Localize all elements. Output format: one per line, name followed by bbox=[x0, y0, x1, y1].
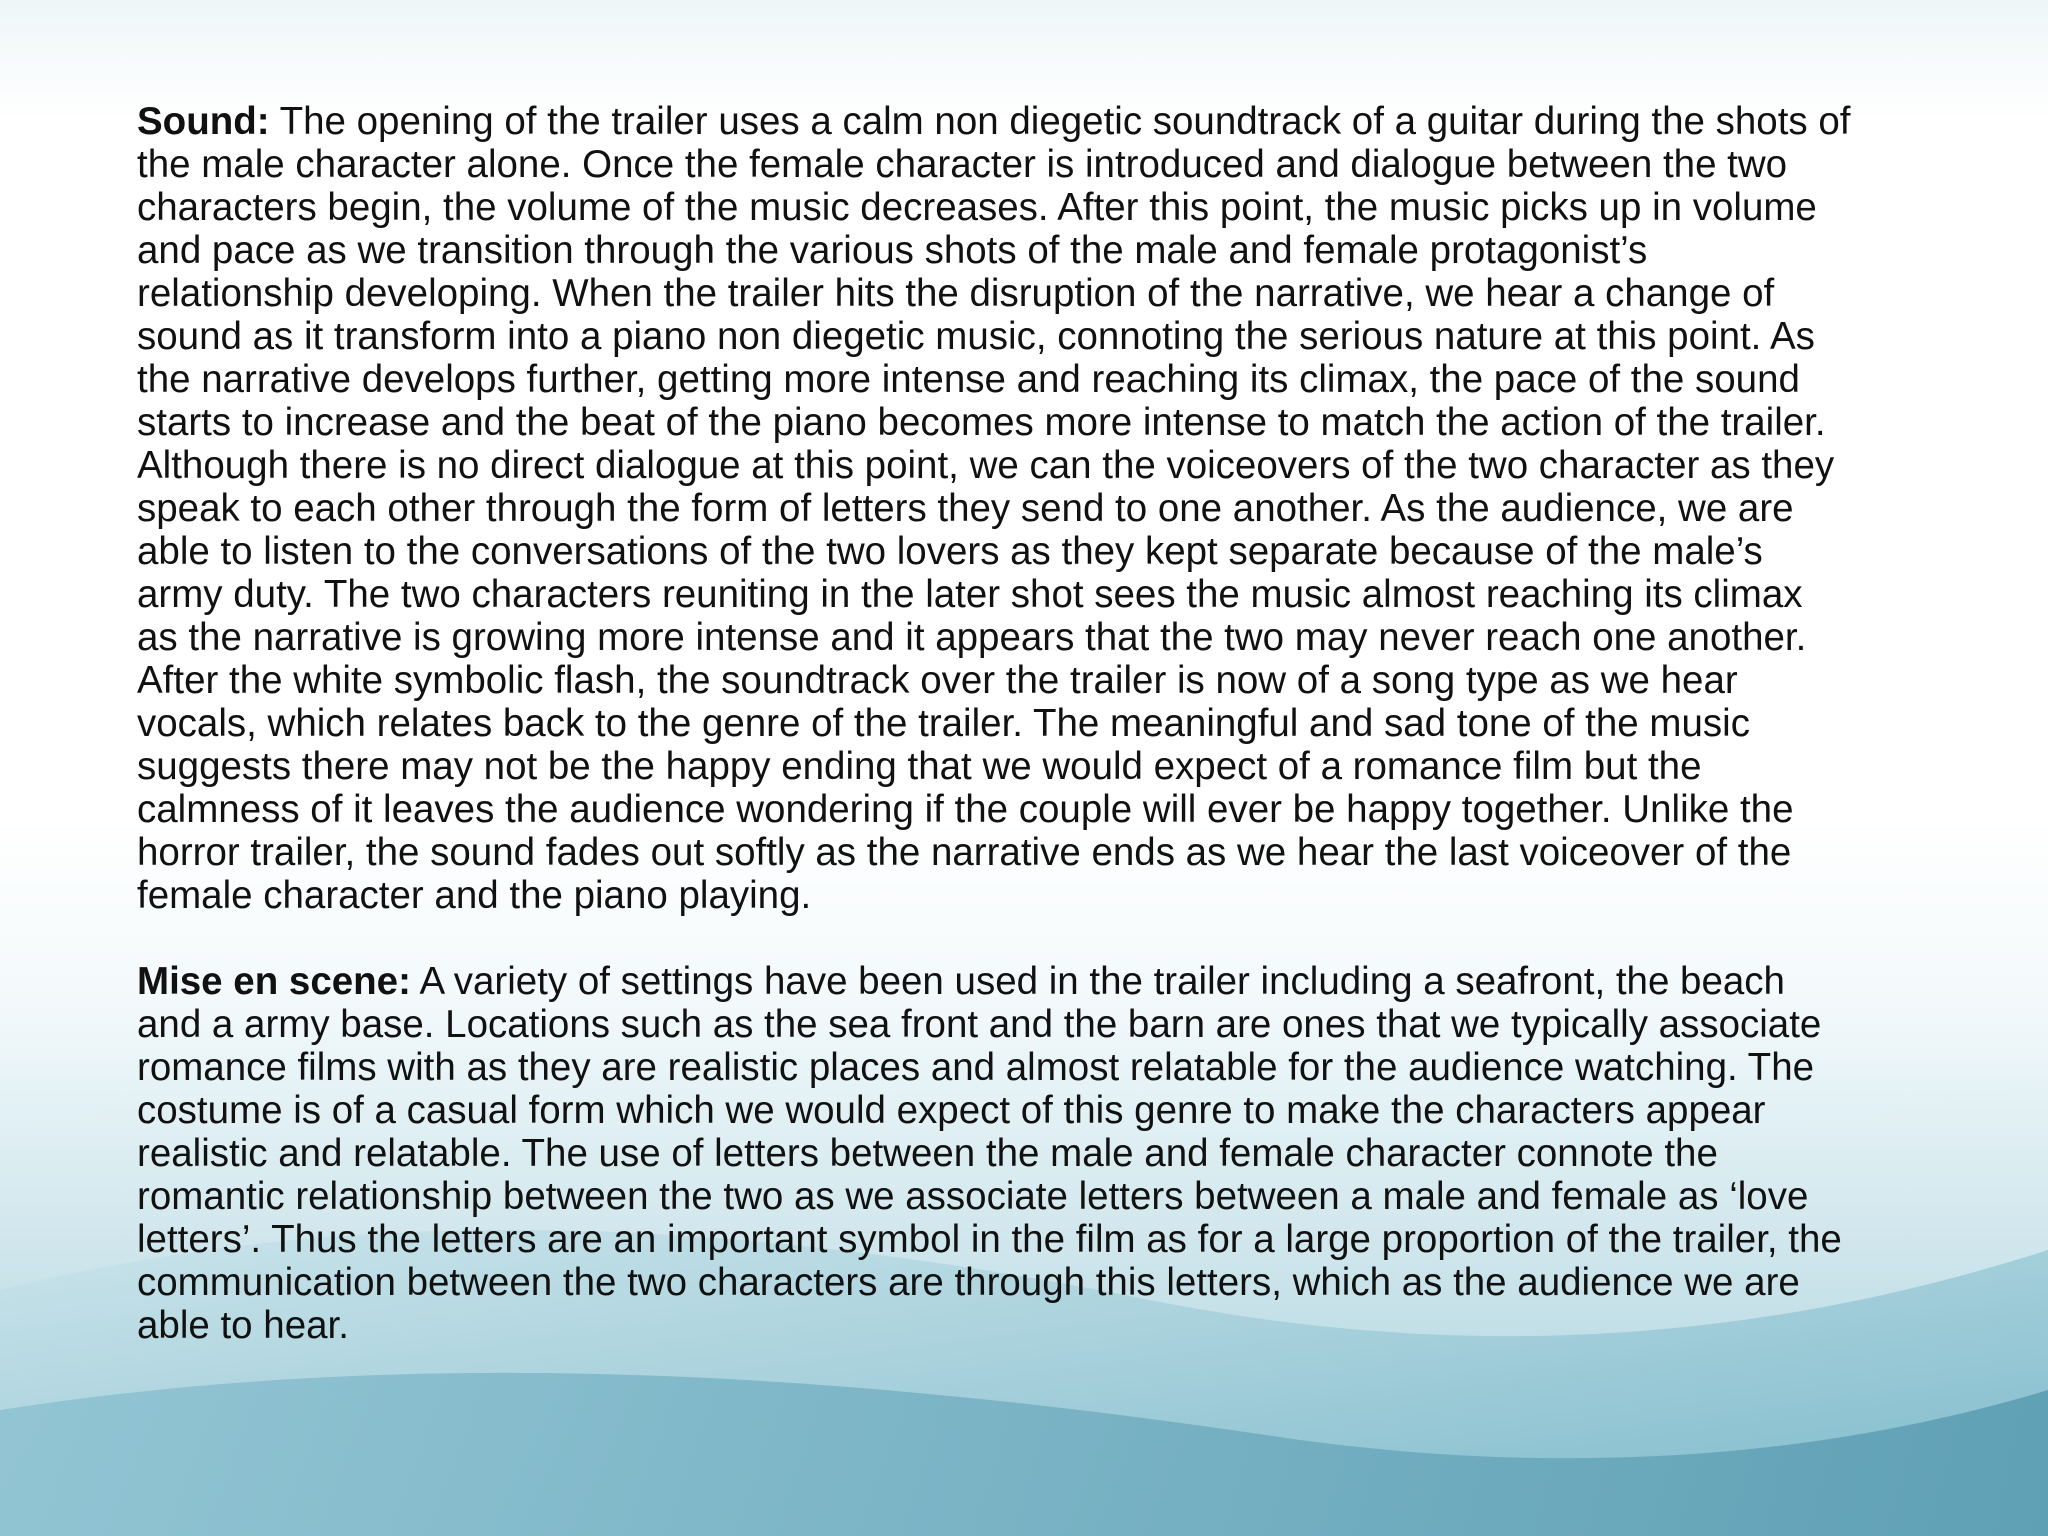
mise-en-scene-heading: Mise en scene: bbox=[137, 960, 411, 1003]
mise-en-scene-body: A variety of settings have been used in the trailer including a seafront, the beach and a army base. Locations such as the sea front and the barn are ones that we typically associate romance films with as they are realistic places and almost relatable for the audience watching. The costume is of a casual form which we would expect of this genre to make the characters appear realistic and relatable. The use of letters between the male and female character connote the romantic relationship between the two as we associate letters between a male and female as ‘love letters’. Thus the letters are an important symbol in the film as for a large proportion of the trailer, the communication between the two characters are through this letters, which as the audience we are able to hear. bbox=[137, 960, 1842, 1347]
mise-en-scene-paragraph bbox=[137, 960, 1917, 1347]
sound-paragraph bbox=[137, 100, 1917, 917]
sound-heading: Sound: bbox=[137, 100, 270, 143]
slide-content bbox=[137, 100, 1917, 1347]
sound-body: The opening of the trailer uses a calm non diegetic soundtrack of a guitar during the shots of the male character alone. Once the female character is introduced and dialogue between the two characters begin, the volume of the music decreases. After this point, the music picks up in volume and pace as we transition through the various shots of the male and female protagonist’s relationship developing. When the trailer hits the disruption of the narrative, we hear a change of sound as it transform into a piano non diegetic music, connoting the serious nature at this point. As the narrative develops further, getting more intense and reaching its climax, the pace of the sound starts to increase and the beat of the piano becomes more intense to match the action of the trailer. Although there is no direct dialogue at this point, we can the voiceovers of the two character as they speak to each other through the form of letters they send to one another. As the audience, we are able to listen to the conversations of the two lovers as they kept separate because of the male’s army duty. The two characters reuniting in the later shot sees the music almost reaching its climax as the narrative is growing more intense and it appears that the two may never reach one another. After the white symbolic flash, the soundtrack over the trailer is now of a song type as we hear vocals, which relates back to the genre of the trailer. The meaningful and sad tone of the music suggests there may not be the happy ending that we would expect of a romance film but the calmness of it leaves the audience wondering if the couple will ever be happy together. Unlike the horror trailer, the sound fades out softly as the narrative ends as we hear the last voiceover of the female character and the piano playing. bbox=[137, 100, 1851, 917]
